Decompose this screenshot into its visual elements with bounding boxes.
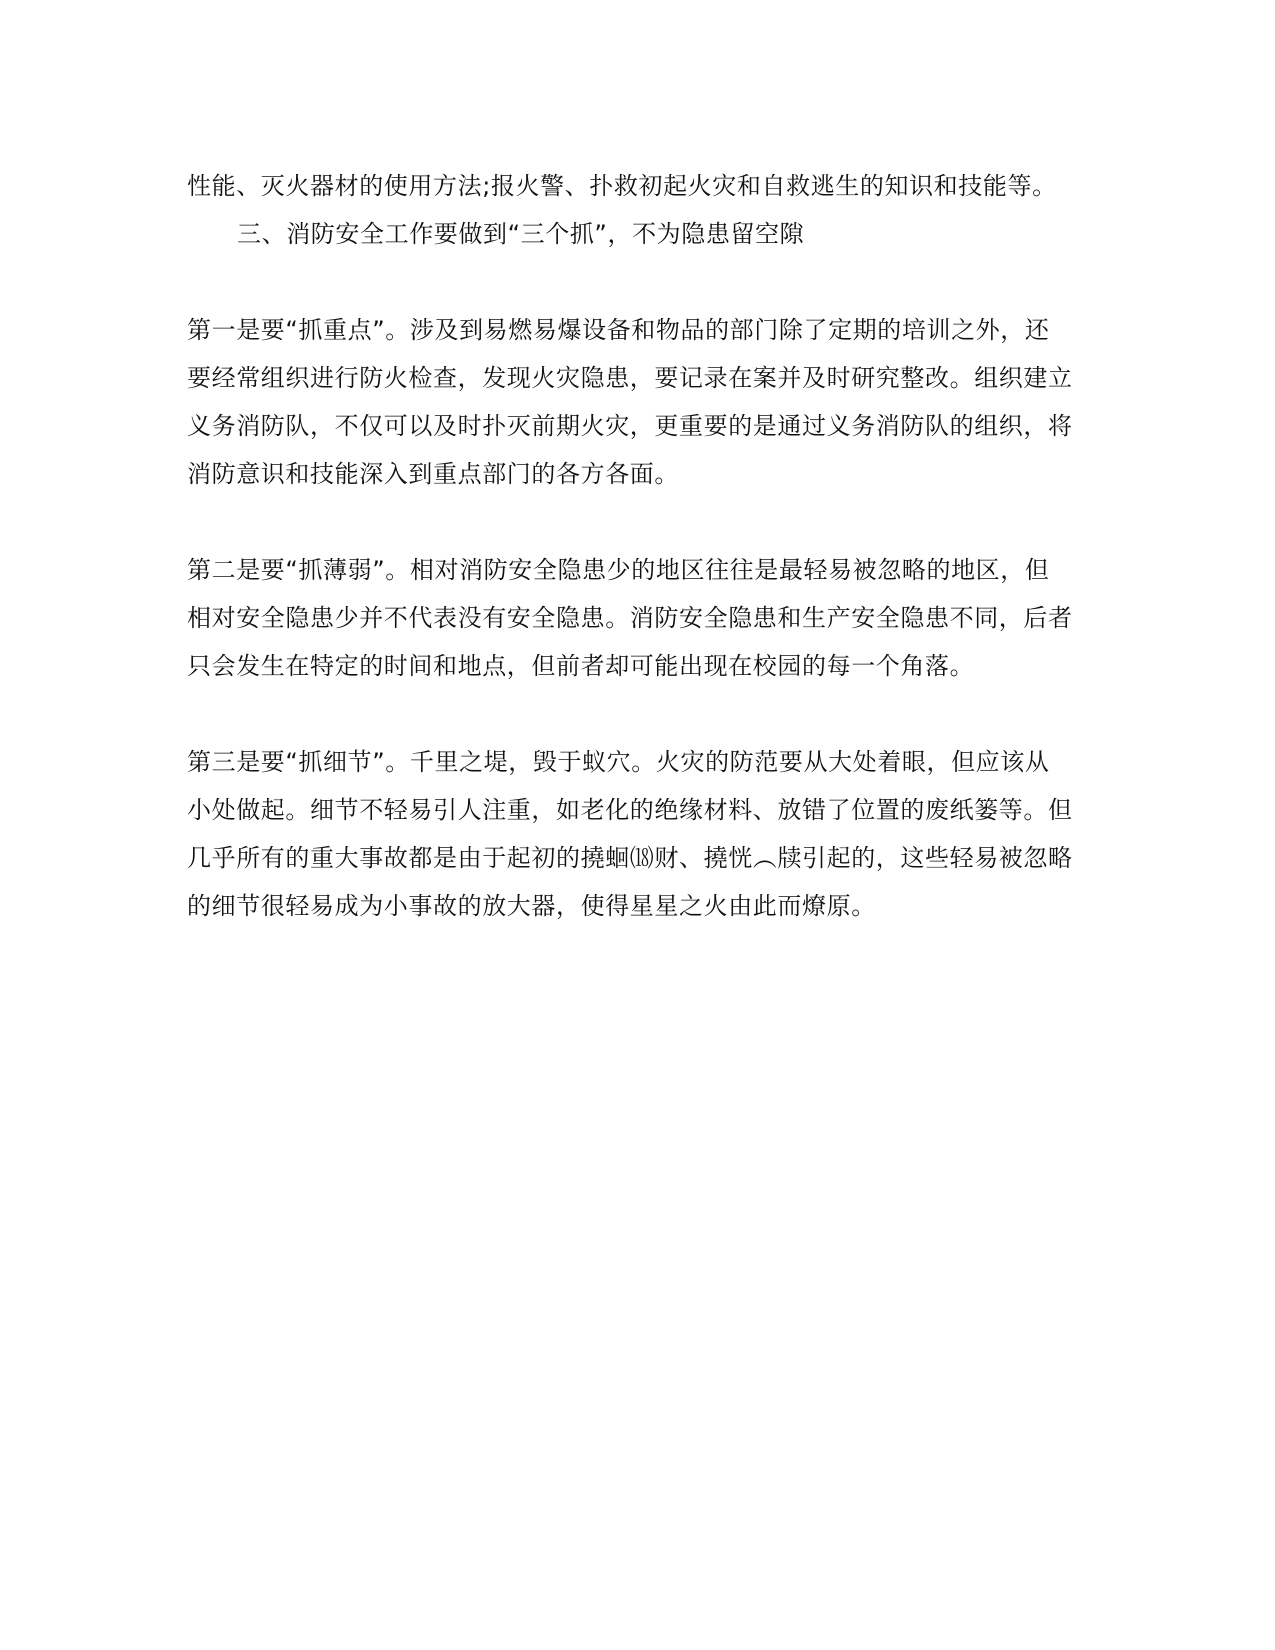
paragraph-line: 第三是要“抓细节”。千里之堤，毁于蚁穴。火灾的防范要从大处着眼，但应该从: [187, 748, 1050, 776]
paragraph-line: 义务消防队，不仅可以及时扑灭前期火灾，更重要的是通过义务消防队的组织，将: [187, 412, 1073, 440]
paragraph-weak-points: [187, 546, 1087, 690]
intro-line: 性能、灭火器材的使用方法;报火警、扑救初起火灾和自救逃生的知识和技能等。: [187, 172, 1057, 200]
paragraph-spacer: [187, 258, 1087, 306]
paragraph-line: 小处做起。细节不轻易引人注重，如老化的绝缘材料、放错了位置的废纸篓等。但: [187, 796, 1073, 824]
document-body: [187, 162, 1087, 930]
paragraph-line: 的细节很轻易成为小事故的放大器，使得星星之火由此而燎原。: [187, 892, 876, 920]
paragraph-line: 几乎所有的重大事故都是由于起初的撓蛔⒅财、撓恍︵牍引起的，这些轻易被忽略: [187, 844, 1073, 872]
paragraph-line: 第二是要“抓薄弱”。相对消防安全隐患少的地区往往是最轻易被忽略的地区，但: [187, 556, 1050, 584]
paragraph-spacer: [187, 690, 1087, 738]
paragraph-line: 只会发生在特定的时间和地点，但前者却可能出现在校园的每一个角落。: [187, 652, 975, 680]
paragraph-line: 第一是要“抓重点”。涉及到易燃易爆设备和物品的部门除了定期的培训之外，还: [187, 316, 1050, 344]
paragraph-line: 要经常组织进行防火检查，发现火灾隐患，要记录在案并及时研究整改。组织建立: [187, 364, 1073, 392]
paragraph-line: 相对安全隐患少并不代表没有安全隐患。消防安全隐患和生产安全隐患不同，后者: [187, 604, 1073, 632]
paragraph-key-points: [187, 306, 1087, 498]
paragraph-details: [187, 738, 1087, 930]
paragraph-spacer: [187, 498, 1087, 546]
section-heading: 三、消防安全工作要做到“三个抓”，不为隐患留空隙: [237, 220, 805, 248]
paragraph-line: 消防意识和技能深入到重点部门的各方各面。: [187, 460, 679, 488]
